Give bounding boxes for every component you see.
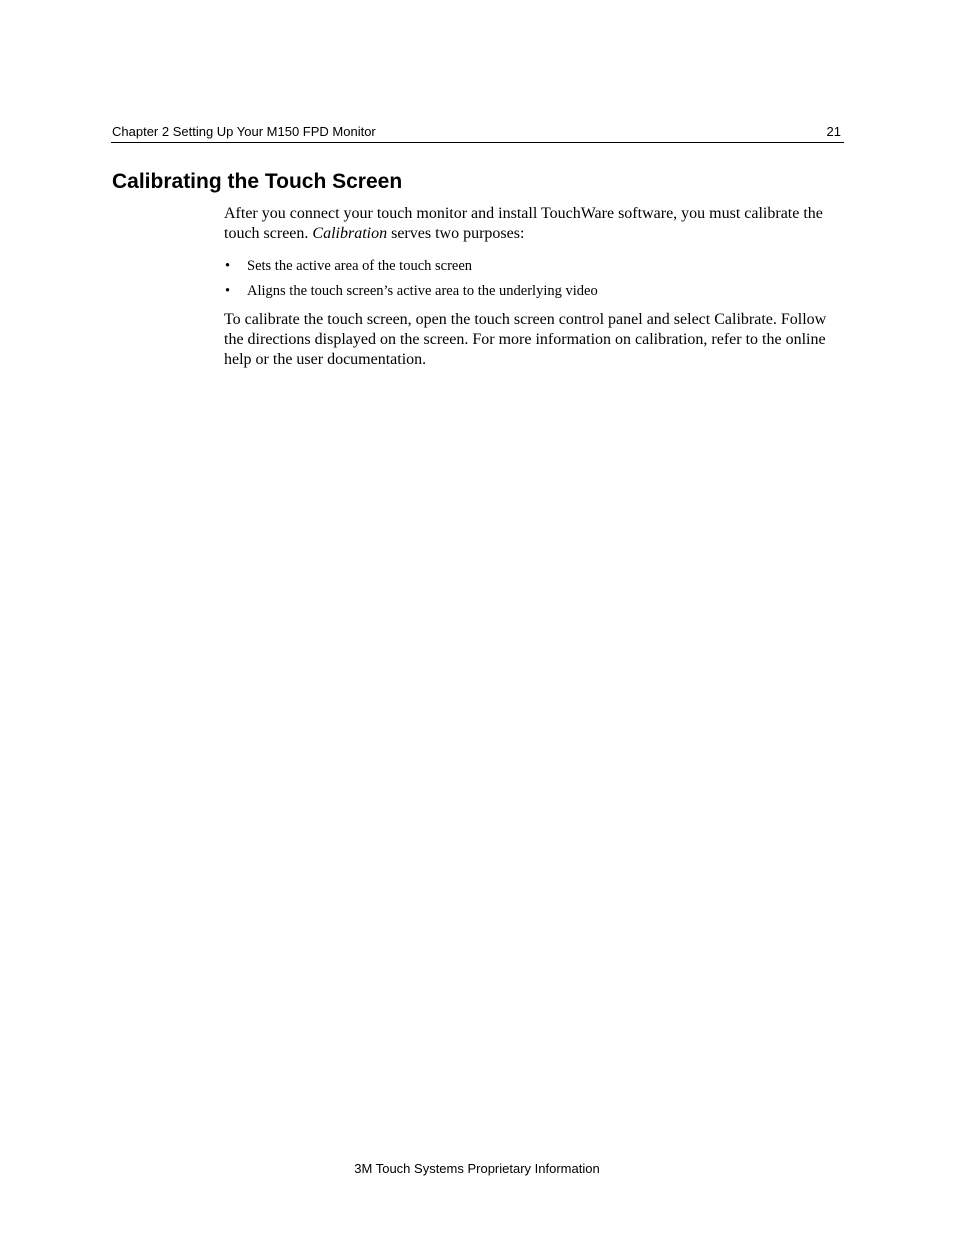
list-item <box>224 282 844 307</box>
list-item-text: Aligns the touch screen’s active area to the underlying video <box>247 283 598 299</box>
page-footer: 3M Touch Systems Proprietary Information <box>354 1161 600 1176</box>
bullet-icon: • <box>225 258 231 274</box>
page-number: 21 <box>826 124 841 139</box>
intro-text-start: After you connect your touch monitor and install TouchWare software, you must calibrate the touch screen. <box>224 205 823 242</box>
purpose-list <box>224 257 844 307</box>
page-header <box>111 124 844 143</box>
instructions-paragraph: To calibrate the touch screen, open the touch screen control panel and select Calibrate. Follow the directions displayed on the screen. For more information on calibration, refer to the online help or the user documentation. <box>224 311 827 368</box>
list-item-text: Sets the active area of the touch screen <box>247 258 473 274</box>
calibration-emphasis: Calibration <box>312 225 388 242</box>
section-heading: Calibrating the Touch Screen <box>112 170 403 193</box>
list-item <box>224 257 844 282</box>
chapter-title: Chapter 2 Setting Up Your M150 FPD Monitor <box>112 124 376 139</box>
bullet-icon: • <box>225 283 231 299</box>
intro-paragraph <box>224 204 844 244</box>
intro-text-end: serves two purposes: <box>387 225 525 242</box>
